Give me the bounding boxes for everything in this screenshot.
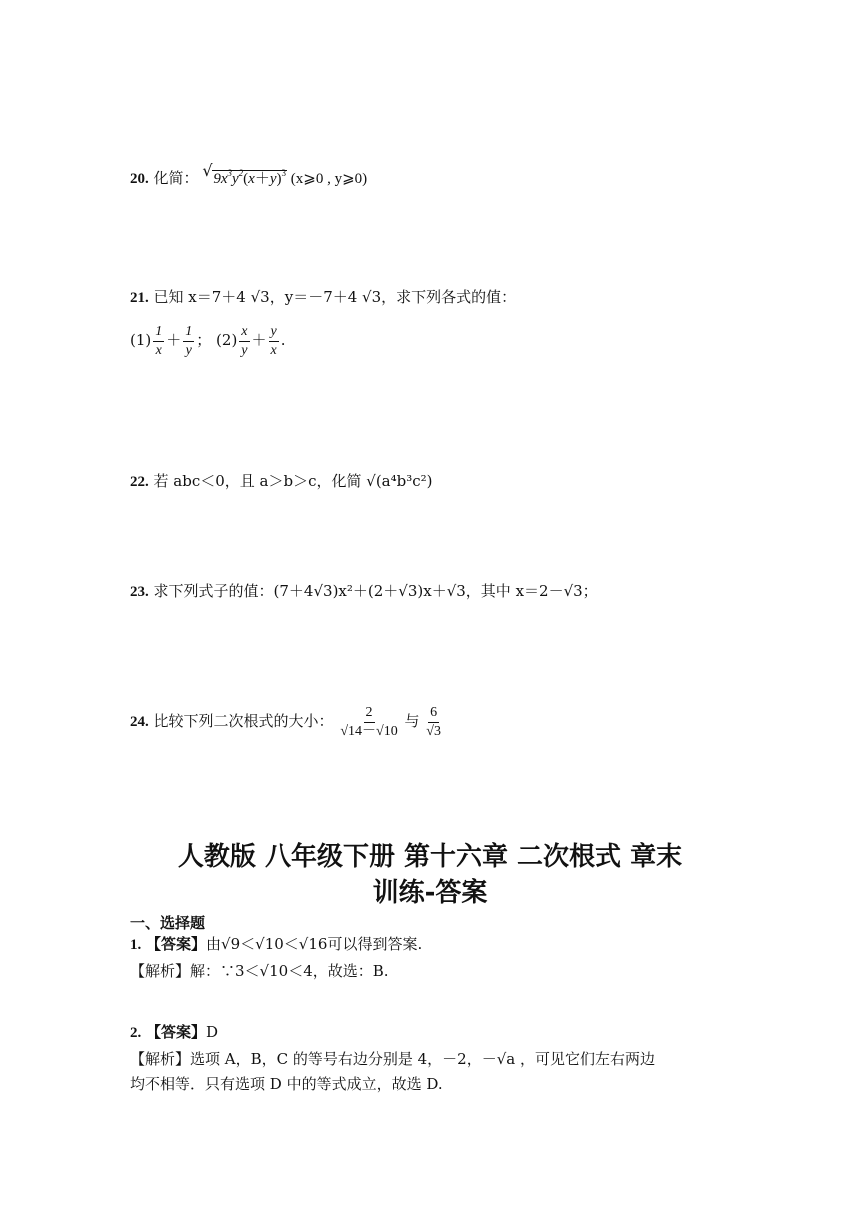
part-label: (2) — [216, 331, 238, 349]
answer-number: 2. — [130, 1025, 142, 1041]
question-text: 化简： — [153, 169, 199, 187]
question-24 — [130, 702, 443, 741]
question-21-parts: (1) $\frac{1}{x}$ ＋ $\frac{1}{y}$ ； (2) $\frac{x}{y}$ ＋ $\frac{y}{x}$ . — [130, 323, 286, 358]
question-text: 已知 x＝7＋4 √3，y＝－7＋4 √3，求下列各式的值： — [153, 288, 517, 306]
part-label: (1) — [130, 331, 152, 349]
question-22 — [130, 470, 433, 493]
question-text: 比较下列二次根式的大小： — [153, 712, 334, 730]
answer-title-line-1: 人教版 八年级下册 第十六章 二次根式 章末 — [177, 842, 683, 872]
answer-title-line-2: 训练-答案 — [372, 878, 488, 908]
answer-text: 由√9＜√10＜√16可以得到答案. — [206, 935, 423, 953]
answer-2-analysis-line-1: 【解析】选项 A，B，C 的等号右边分别是 4，－2，－√a ，可见它们左右两边 — [130, 1050, 655, 1068]
question-20 — [130, 162, 367, 190]
question-text: 求下列式子的值：(7＋4√3)x²＋(2＋√3)x＋√3，其中 x＝2－√3； — [153, 582, 598, 600]
fraction-2: $\frac{6}{√3}$ — [426, 704, 441, 739]
answer-number: 1. — [130, 937, 142, 953]
question-condition: (x⩾0 , y⩾0) — [290, 171, 368, 187]
joiner-text: 与 — [404, 712, 420, 730]
question-number: 21. — [130, 290, 149, 306]
question-21 — [130, 286, 516, 309]
answer-2-analysis-line-2: 均不相等．只有选项 D 中的等式成立，故选 D. — [130, 1075, 443, 1093]
question-number: 24. — [130, 714, 149, 730]
answer-2 — [130, 1021, 218, 1044]
answer-tag: 【答案】 — [146, 935, 207, 953]
section-heading: 一、选择题 — [130, 914, 206, 932]
answer-1-analysis: 【解析】解：∵3＜√10＜4，故选：B. — [130, 962, 389, 980]
question-text: 若 abc＜0，且 a＞b＞c，化简 √(a⁴b³c²) — [153, 472, 433, 490]
radical-expression: √ $9x^3y^2(x+y)^3$ — [203, 171, 290, 187]
answer-text: D — [206, 1023, 219, 1041]
question-number: 20. — [130, 171, 149, 187]
fraction-1: $\frac{2}{√14-√10}$ — [340, 704, 398, 739]
question-23 — [130, 580, 598, 603]
answer-tag: 【答案】 — [146, 1023, 207, 1041]
question-number: 23. — [130, 584, 149, 600]
question-number: 22. — [130, 474, 149, 490]
answer-1 — [130, 933, 422, 956]
